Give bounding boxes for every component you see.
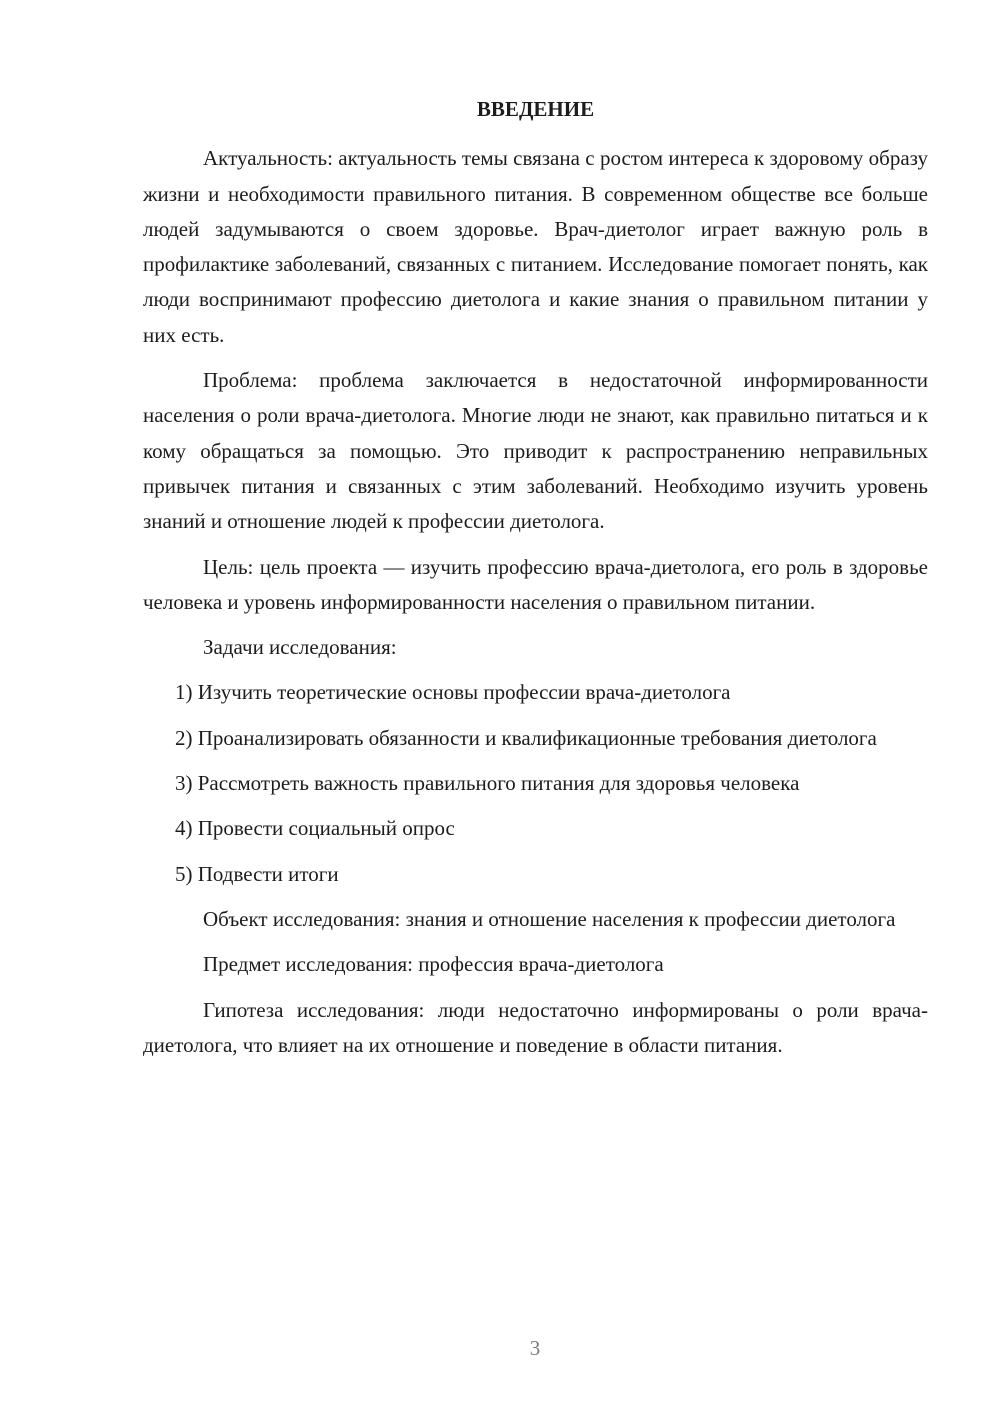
paragraph-tasks-heading: Задачи исследования: xyxy=(203,635,397,660)
task-item-5: 5) Подвести итоги xyxy=(175,861,339,886)
paragraph-subject: Предмет исследования: профессия врача-диетолога xyxy=(203,952,664,977)
paragraph-relevance: Актуальность: актуальность темы связана с ростом интереса к здоровому образу жизни и необходимости правильного питания. В современном обществе все больше людей задумываются о своем здоровье. Врач-диетолог играет важную роль в профилактике заболеваний, связанных с питанием. Исследование помогает понять, как люди воспринимают профессию диетолога и какие знания о правильном питании у них есть. xyxy=(143,146,928,347)
task-item-3: 3) Рассмотреть важность правильного питания для здоровья человека xyxy=(175,771,800,796)
task-item-2: 2) Проанализировать обязанности и квалификационные требования диетолога xyxy=(175,725,877,750)
page-content xyxy=(143,92,928,1073)
task-item-1: 1) Изучить теоретические основы профессии врача-диетолога xyxy=(175,680,731,705)
paragraph-problem: Проблема: проблема заключается в недостаточной информированности населения о роли врача-диетолога. Многие люди не знают, как правильно питаться и к кому обращаться за помощью. Это приводит к распространению неправильных привычек питания и связанных с этим заболеваний. Необходимо изучить уровень знаний и отношение людей к профессии диетолога. xyxy=(143,368,928,534)
paragraph-goal: Цель: цель проекта — изучить профессию врача-диетолога, его роль в здоровье человека и уровень информированности населения о правильном питании. xyxy=(143,554,928,614)
page-number: 3 xyxy=(529,1336,541,1360)
page-title: ВВЕДЕНИЕ xyxy=(476,97,595,121)
task-item-4: 4) Провести социальный опрос xyxy=(175,816,455,841)
paragraph-hypothesis: Гипотеза исследования: люди недостаточно информированы о роли врача-диетолога, что влияет на их отношение и поведение в области питания. xyxy=(143,997,928,1057)
paragraph-object: Объект исследования: знания и отношение населения к профессии диетолога xyxy=(203,906,896,931)
